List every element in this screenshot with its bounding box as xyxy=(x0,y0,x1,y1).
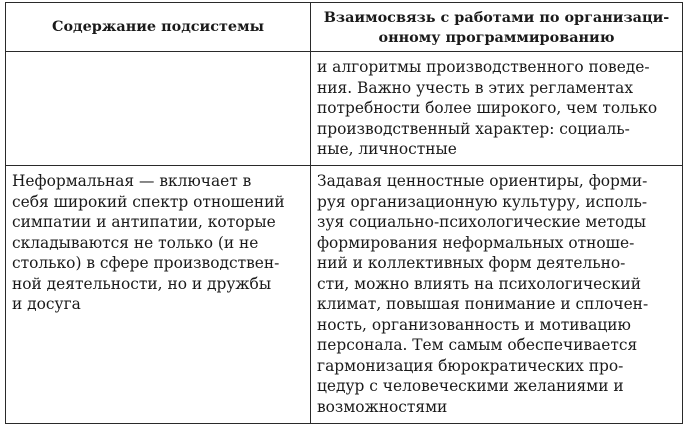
header-relation-to-programming xyxy=(311,3,683,52)
text-line: персонала. Тем самым обеспечивается xyxy=(317,336,638,354)
text-line: симпатии и антипатии, которые xyxy=(12,213,276,231)
text-line: производственный характер: социаль- xyxy=(317,119,630,138)
text-line: ной деятельности, но и дружбы xyxy=(12,274,272,293)
text-line: складываются не только (и не xyxy=(12,233,259,252)
table-header-row xyxy=(6,3,683,52)
text-line: Задавая ценностные ориентиры, форми- xyxy=(317,172,648,190)
text-line: столько) в сфере производствен- xyxy=(12,254,280,272)
text-line: формирования неформальных отноше- xyxy=(317,233,635,252)
text-line: ния. Важно учесть в этих регламентах xyxy=(317,78,634,97)
text-line: цедур с человеческими желаниями и xyxy=(317,377,624,395)
text-line: себя широкий спектр отношений xyxy=(12,192,285,211)
row-1-subsystem-cell xyxy=(6,52,311,166)
text-line: гармонизация бюрократических про- xyxy=(317,356,624,375)
text-line: сти, можно влиять на психологический xyxy=(317,274,641,293)
table-row xyxy=(6,166,683,424)
row-1-relation-cell xyxy=(311,52,683,166)
text-line: ность, организованность и мотивацию xyxy=(317,315,631,334)
text-line: потребности более широкого, чем только xyxy=(317,99,658,117)
text-line: Неформальная — включает в xyxy=(12,172,252,190)
header-line: Содержание подсистемы xyxy=(51,18,264,35)
text-line: ные, личностные xyxy=(317,140,457,158)
text-line: ний и коллективных форм деятельно- xyxy=(317,254,626,272)
subsystem-table xyxy=(5,2,683,424)
header-subsystem-content xyxy=(6,3,311,52)
header-line: онному программированию xyxy=(378,29,615,46)
text-line: климат, повышая понимание и сплочен- xyxy=(317,295,649,313)
row-2-relation-cell xyxy=(311,166,683,424)
text-line: и досуга xyxy=(12,295,81,313)
text-line: зуя социально-психологические методы xyxy=(317,213,646,231)
header-line: Взаимосвязь с работами по организаци- xyxy=(323,9,670,26)
row-2-subsystem-cell xyxy=(6,166,311,424)
text-line: и алгоритмы производственного поведе- xyxy=(317,58,650,76)
table-row xyxy=(6,52,683,166)
text-line: возможностями xyxy=(317,397,448,416)
text-line: руя организационную культуру, исполь- xyxy=(317,192,648,211)
